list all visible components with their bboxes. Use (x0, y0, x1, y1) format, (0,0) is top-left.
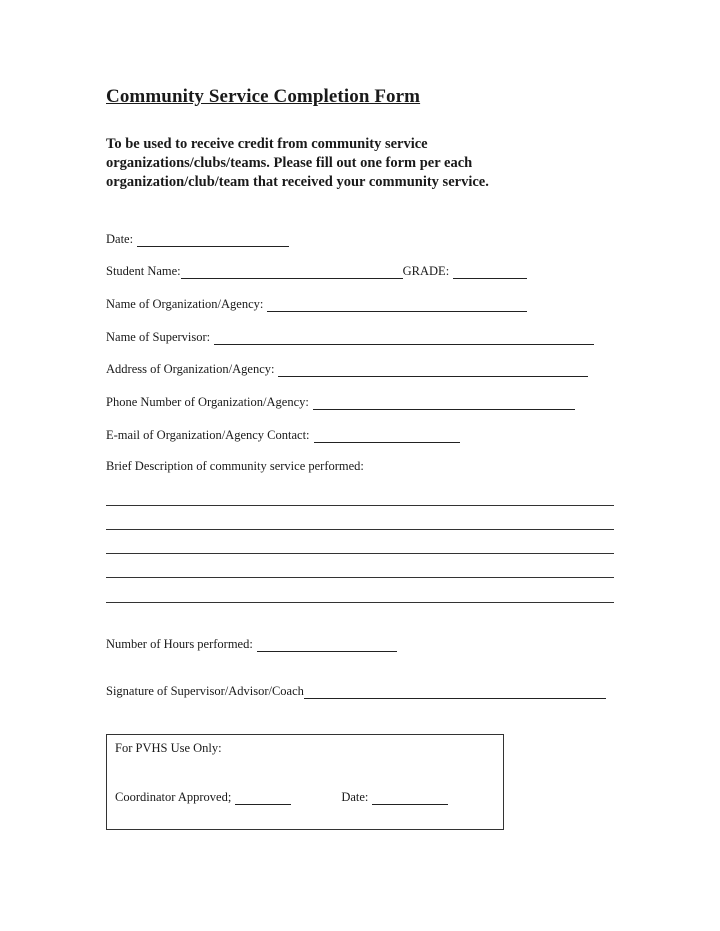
address-row (106, 362, 588, 377)
coordinator-row (115, 790, 448, 805)
email-field[interactable] (314, 429, 460, 443)
description-line[interactable] (106, 577, 614, 578)
hours-row (106, 637, 397, 652)
grade-label: GRADE: (402, 264, 450, 278)
address-label: Address of Organization/Agency: (106, 362, 275, 376)
coordinator-approved-field[interactable] (235, 791, 291, 805)
student-name-label: Student Name: (106, 264, 181, 278)
description-line[interactable] (106, 529, 614, 530)
supervisor-label: Name of Supervisor: (106, 330, 211, 344)
date-field[interactable] (137, 233, 289, 247)
office-use-box (106, 734, 504, 830)
phone-label: Phone Number of Organization/Agency: (106, 395, 309, 409)
description-line[interactable] (106, 505, 614, 506)
page-title: Community Service Completion Form (106, 86, 421, 107)
date-label: Date: (106, 232, 134, 246)
office-date-label: Date: (341, 790, 369, 804)
date-row (106, 232, 289, 247)
office-use-heading-row (115, 741, 222, 756)
address-field[interactable] (278, 363, 588, 377)
organization-field[interactable] (267, 298, 527, 312)
hours-field[interactable] (257, 638, 397, 652)
description-line[interactable] (106, 602, 614, 603)
form-instructions: To be used to receive credit from community service organizations/clubs/teams. Please fill out one form per each organization/club/team that received your community service. (106, 136, 489, 190)
student-name-field[interactable] (181, 265, 403, 279)
description-label: Brief Description of community service performed: (106, 459, 364, 473)
email-label: E-mail of Organization/Agency Contact: (106, 428, 310, 442)
office-use-heading: For PVHS Use Only: (115, 741, 222, 755)
signature-label: Signature of Supervisor/Advisor/Coach (106, 684, 304, 698)
phone-row (106, 395, 575, 410)
student-row (106, 264, 527, 279)
email-row (106, 428, 460, 443)
office-date-field[interactable] (372, 791, 448, 805)
organization-row (106, 297, 527, 312)
coordinator-approved-label: Coordinator Approved; (115, 790, 232, 804)
signature-field[interactable] (304, 685, 606, 699)
phone-field[interactable] (313, 396, 575, 410)
description-row (106, 459, 364, 474)
description-line[interactable] (106, 553, 614, 554)
supervisor-row (106, 330, 594, 345)
supervisor-field[interactable] (214, 331, 594, 345)
signature-row (106, 684, 606, 699)
grade-field[interactable] (453, 265, 527, 279)
organization-label: Name of Organization/Agency: (106, 297, 264, 311)
hours-label: Number of Hours performed: (106, 637, 253, 651)
